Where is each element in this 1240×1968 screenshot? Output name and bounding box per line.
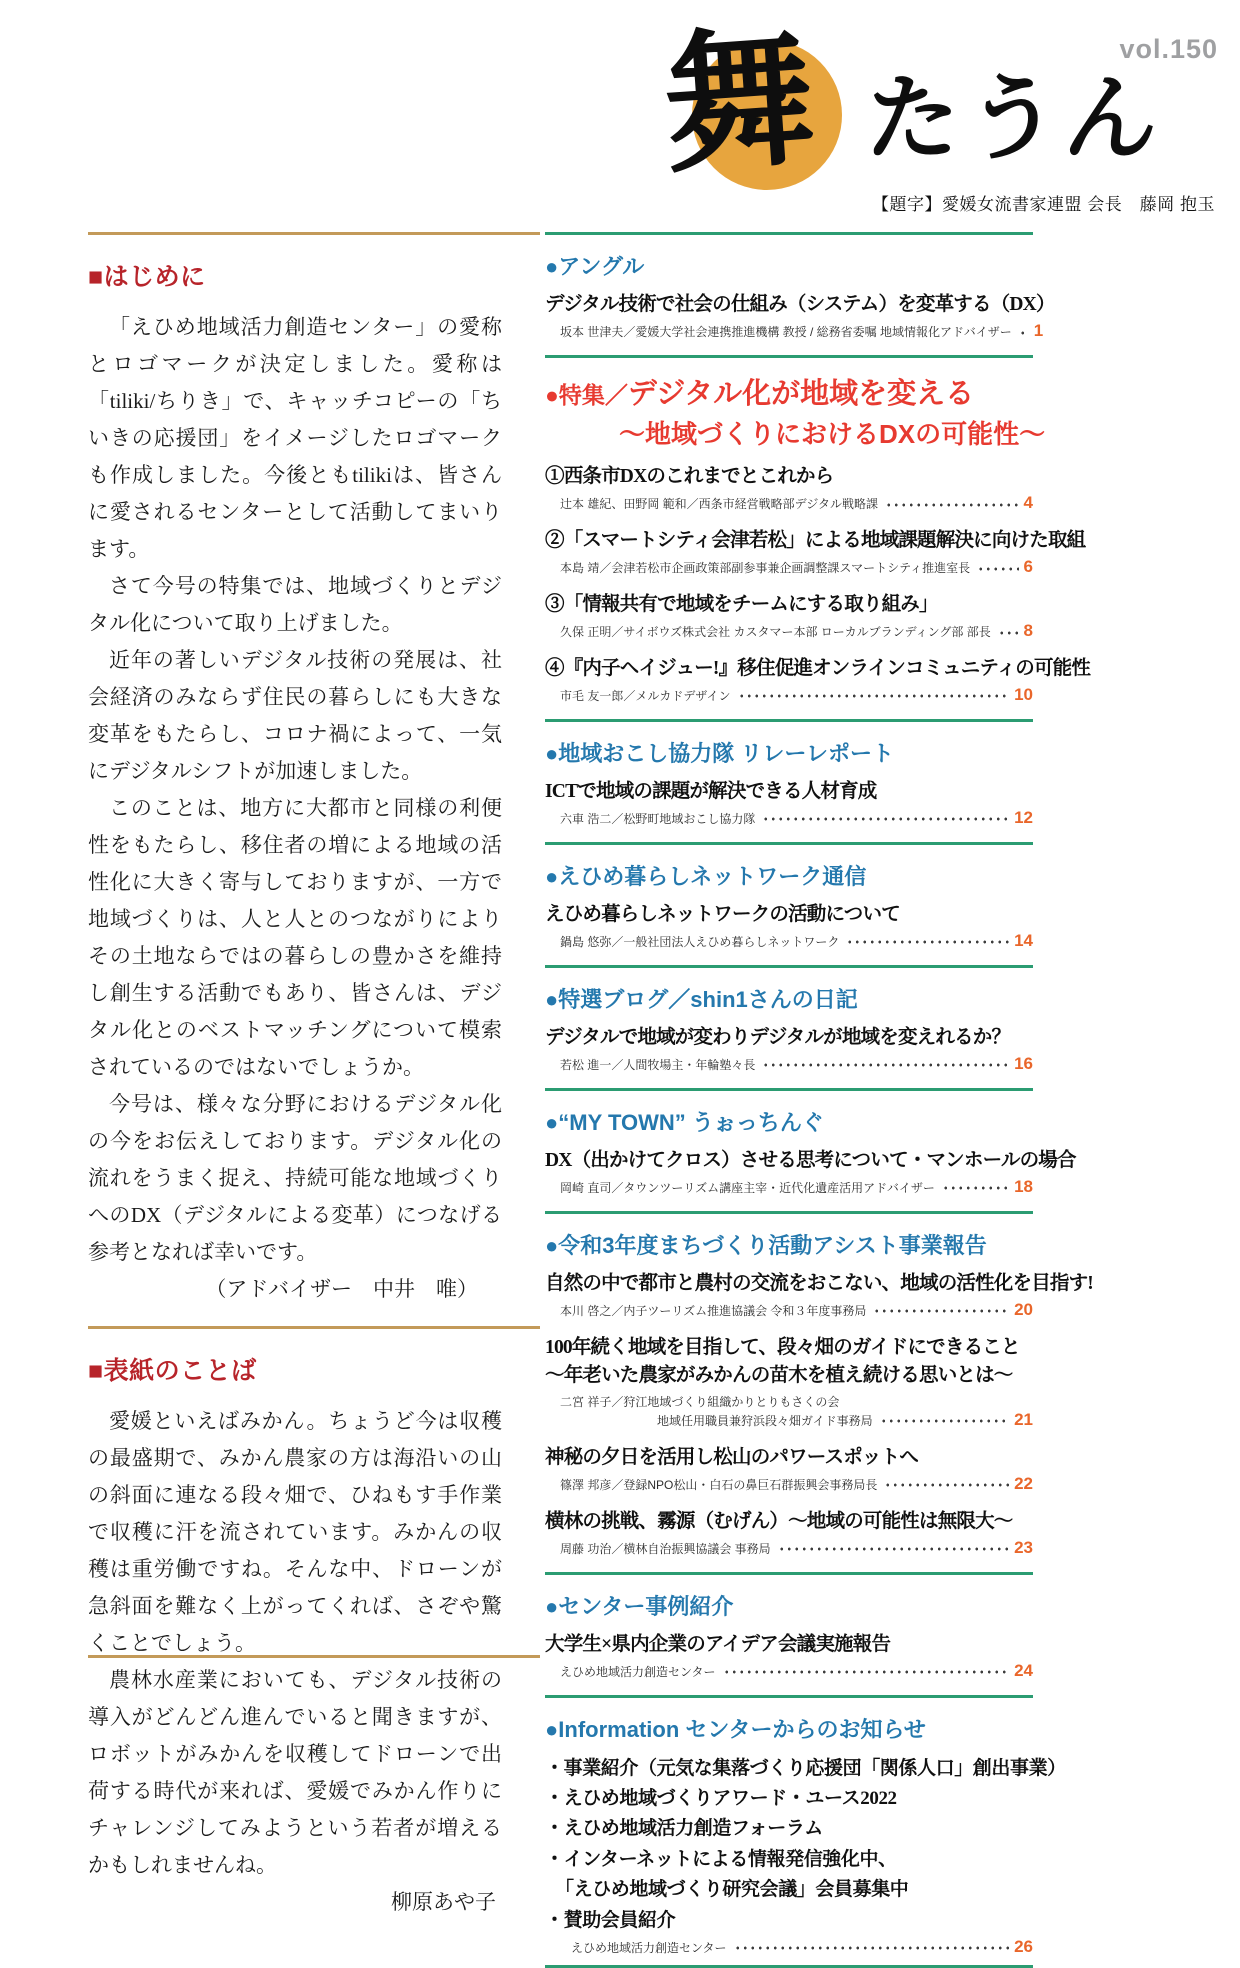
intro-section (88, 235, 540, 1312)
page-number: 1 (1033, 321, 1044, 341)
toc-entry-title: デジタルで地域が変わりデジタルが地域を変えれるか？ (545, 1026, 1011, 1048)
cover-words-paragraph: 農林水産業においても、デジタル技術の導入がどんどん進んでいると聞きますが、ロボットがみかんを収穫してドローンで出荷する時代が来れば、愛媛でみかん作りにチャレンジしてみようという若者が増えるかもしれませんね。 (88, 1668, 502, 1877)
page-number: 23 (1014, 1537, 1033, 1557)
toc-entry-title: 神秘の夕日を活用し松山のパワースポットへ (545, 1446, 919, 1468)
toc-author: えひめ地域活力創造センター (571, 1940, 727, 1955)
toc-entry-title: ③「情報共有で地域をチームにする取り組み」 (545, 593, 938, 615)
page-number: 8 (1023, 621, 1033, 641)
section-heading: ●“MY TOWN” うぉっちんぐ (545, 1109, 824, 1135)
toc-author-row (545, 809, 1033, 828)
toc-entry-title: えひめ暮らしネットワークの活動について (545, 903, 900, 925)
section-heading: ●地域おこし協力隊 リレーレポート (545, 740, 894, 766)
calligrapher-credit: 【題字】愛媛女流書家連盟 会長 藤岡 抱玉 (872, 195, 1215, 214)
toc-author: 久保 正明／サイボウズ株式会社 カスタマー本部 ローカルブランディング部 部長 (560, 624, 991, 639)
feature-heading-subtitle: ～地域づくりにおけるDXの可能性～ (619, 418, 1046, 449)
dotted-leader (884, 1479, 1009, 1491)
page-number: 14 (1014, 930, 1033, 950)
toc-entry-title: 100年続く地域を目指して、段々畑のガイドにできること (545, 1336, 1020, 1358)
dotted-leader (998, 626, 1019, 638)
toc-author-row (545, 1393, 1033, 1411)
toc-entry-title: DX（出かけてクロス）させる思考について・マンホールの場合 (545, 1149, 1076, 1171)
toc-author-row (545, 622, 1033, 641)
page-number: 12 (1014, 808, 1033, 828)
toc-section-mytown (545, 1088, 1076, 1211)
toc-section-blog (545, 965, 1033, 1088)
toc-author-row (545, 558, 1033, 577)
page-number: 6 (1023, 557, 1033, 577)
toc-author-row (545, 1178, 1033, 1197)
page-number: 21 (1014, 1410, 1033, 1430)
toc-author-row (545, 1938, 1033, 1957)
toc-section-center-case (545, 1572, 1033, 1695)
toc-author: 若松 進一／人間牧場主・年輪塾々長 (560, 1057, 756, 1072)
dotted-leader (778, 1543, 1009, 1555)
toc-entry (545, 1334, 1033, 1430)
toc-entry (545, 527, 1086, 577)
toc-entry-title-line2: ～年老いた農家がみかんの苗木を植え続ける思いとは～ (545, 1364, 1013, 1386)
info-bullet: ・えひめ地域づくりアワード・ユース2022 (545, 1788, 897, 1809)
cover-words-paragraph: 愛媛といえばみかん。ちょうど今は収穫の最盛期で、みかん農家の方は海沿いの山の斜面に連なる段々畑で、ひねもす手作業で収穫に汗を流されています。みかんの収穫は重労働ですね。そんな中、ドローンが急斜面を難なく上がってくれば、さぞや驚くことでしょう。 (88, 1409, 502, 1655)
intro-paragraph: 今号は、様々な分野におけるデジタル化の今をお伝えしております。デジタル化の流れをうまく捉え、持続可能な地域づくりへのDX（デジタルによる変革）につなげる参考となれば幸いです。 (88, 1092, 502, 1264)
dotted-leader (738, 690, 1010, 702)
toc-author: 鍋島 悠弥／一般社団法人えひめ暮らしネットワーク (560, 934, 840, 949)
toc-section-network (545, 842, 1033, 965)
toc-entry-title: 大学生×県内企業のアイデア会議実施報告 (545, 1633, 891, 1655)
toc-entry-title: ①西条市DXのこれまでとこれから (545, 465, 834, 487)
toc-section-information (545, 1695, 1066, 1965)
info-bullet: ・えひめ地域活力創造フォーラム (545, 1818, 823, 1840)
toc-author: えひめ地域活力創造センター (560, 1664, 716, 1679)
page-number: 24 (1014, 1660, 1033, 1680)
intro-paragraph: 「えひめ地域活力創造センター」の愛称とロゴマークが決定しました。愛称は「tiliki/ちりき」で、キャッチコピーの「ちいきの応援団」をイメージしたロゴマークも作成しました。今後ともtilikiは、皆さんに愛されるセンターとして活動してまいります。 (88, 315, 502, 561)
section-heading: ●えひめ暮らしネットワーク通信 (545, 863, 867, 889)
toc-author: 辻本 雄紀、田野岡 範和／西条市経営戦略部デジタル戦略課 (560, 496, 878, 511)
toc-entry (545, 291, 1055, 341)
toc-author: 周藤 功治／横林自治振興協議会 事務局 (560, 1541, 771, 1556)
toc-author: 二宮 祥子／狩江地域づくり組織かりとりもさくの会 (560, 1395, 840, 1410)
toc-section-feature (545, 355, 1091, 719)
toc-entry-title: デジタル技術で社会の仕組み（システム）を変革する（DX） (545, 294, 1055, 315)
dotted-leader (846, 936, 1009, 948)
logo-calligraphy-kana: たうん (862, 68, 1167, 172)
toc-entry (545, 778, 1033, 828)
toc-author-row (545, 1475, 1033, 1494)
toc-entry (545, 1508, 1033, 1558)
dotted-leader (873, 1305, 1009, 1317)
page-number: 10 (1014, 685, 1033, 705)
toc-author-row-line2 (545, 1411, 1033, 1430)
toc-author-row (545, 686, 1033, 705)
toc-entry (545, 1444, 1033, 1494)
volume-label: vol.150 (1119, 34, 1218, 64)
toc-section-angle (545, 232, 1055, 355)
toc-entry-title: ②「スマートシティ会津若松」による地域課題解決に向けた取組 (545, 529, 1086, 551)
toc-author-row (545, 932, 1033, 951)
intro-heading: ■はじめに (88, 263, 206, 291)
info-bullet: ・賛助会員紹介 (545, 1909, 676, 1931)
feature-heading-title: デジタル化が地域を変える (627, 377, 975, 410)
cover-words-section (88, 1326, 540, 1925)
section-heading: ●Information センターからのお知らせ (545, 1716, 926, 1742)
toc-entry-title: ④『内子ヘイジュー!』移住促進オンラインコミュニティの可能性 (545, 657, 1091, 679)
dotted-leader (942, 1182, 1009, 1194)
info-bullet-continuation: 「えひめ地域づくり研究会議」会員募集中 (555, 1879, 909, 1901)
toc-author-row (545, 1662, 1033, 1681)
toc-entry (545, 1024, 1033, 1074)
page-number: 16 (1014, 1053, 1033, 1073)
toc-author-row (545, 321, 1044, 341)
toc-entry (545, 591, 1033, 641)
section-heading: ●特選ブログ／shin1さんの日記 (545, 986, 858, 1012)
intro-paragraph: 近年の著しいデジタル技術の発展は、社会経済のみならず住民の暮らしにも大きな変革をもたらし、コロナ禍によって、一気にデジタルシフトが加速しました。 (88, 648, 502, 783)
toc-author: 六車 浩二／松野町地域おこし協力隊 (560, 811, 756, 826)
toc-author: 本川 啓之／内子ツーリズム推進協議会 令和３年度事務局 (560, 1303, 867, 1318)
page-number: 26 (1014, 1936, 1033, 1956)
dotted-leader (723, 1666, 1010, 1678)
dotted-leader (734, 1942, 1010, 1954)
toc-entry (545, 463, 1033, 513)
toc-entry (545, 1631, 1033, 1681)
toc-entry (545, 901, 1033, 951)
section-heading: ●アングル (545, 254, 645, 279)
toc-entry-title: 横林の挑戦、霧源（むげん）～地域の可能性は無限大～ (545, 1510, 1013, 1532)
dotted-leader (762, 1059, 1009, 1071)
toc-author: 岡崎 直司／タウンツーリズム講座主宰・近代化遺産活用アドバイザー (560, 1180, 935, 1195)
dotted-leader (762, 813, 1009, 825)
toc-entry (545, 1270, 1093, 1320)
feature-heading-prefix: ●特集／ (545, 381, 628, 408)
toc-author-row (545, 1301, 1033, 1320)
feature-heading (545, 371, 1033, 412)
intro-paragraph: このことは、地方に大都市と同様の利便性をもたらし、移住者の増による地域の活性化に大きく寄与しておりますが、一方で地域づくりは、人と人とのつながりによりその土地ならではの暮らしの豊かさを維持し創生する活動でもあり、皆さんは、デジタル化とのベストマッチングについて模索されているのではないでしょうか。 (88, 796, 502, 1079)
page-number: 4 (1023, 493, 1033, 513)
dotted-leader (977, 562, 1018, 574)
toc-entry-title: ICTで地域の課題が解決できる人材育成 (545, 780, 877, 802)
section-heading: ●令和3年度まちづくり活動アシスト事業報告 (545, 1232, 987, 1258)
intro-paragraph: さて今号の特集では、地域づくりとデジタル化について取り上げました。 (88, 574, 502, 635)
toc-author-row (545, 1055, 1033, 1074)
toc-author-row (545, 494, 1033, 513)
toc-author: 地域任用職員兼狩浜段々畑ガイド事務局 (657, 1413, 873, 1428)
toc-author: 市毛 友一郎／メルカドデザイン (560, 688, 731, 703)
dotted-leader (1019, 326, 1029, 338)
toc-author: 篠澤 邦彦／登録NPO松山・白石の鼻巨石群振興会事務局長 (560, 1477, 878, 1492)
toc-section-assist-report (545, 1211, 1093, 1572)
toc-entry (545, 655, 1091, 705)
toc-entry-title: 自然の中で都市と農村の交流をおこない、地域の活性化を目指す! (545, 1272, 1093, 1294)
info-bullet: ・事業紹介（元気な集落づくり応援団「関係人口」創出事業） (545, 1757, 1066, 1779)
toc-author-row (545, 1539, 1033, 1558)
cover-words-heading: ■表紙のことば (88, 1357, 257, 1385)
left-column (88, 232, 540, 1914)
page-number: 18 (1014, 1176, 1033, 1196)
section-heading: ●センター事例紹介 (545, 1593, 734, 1619)
info-bullet: ・インターネットによる情報発信強化中、 (545, 1848, 897, 1870)
cover-words-signature: 柳原あや子 (391, 1890, 496, 1914)
toc-entry (545, 1147, 1076, 1197)
intro-signature: （アドバイザー 中井 唯） (205, 1277, 478, 1301)
toc-author: 坂本 世津夫／愛媛大学社会連携推進機構 教授 / 総務省委嘱 地域情報化アドバイザー (560, 324, 1012, 339)
table-of-contents (545, 232, 1093, 1968)
dotted-leader (885, 498, 1019, 510)
page-number: 20 (1014, 1299, 1033, 1319)
page-number: 22 (1014, 1474, 1033, 1494)
logo-calligraphy-kanji: 舞 (658, 15, 820, 193)
toc-section-relay-report (545, 719, 1033, 842)
dotted-leader (880, 1415, 1009, 1427)
toc-author: 本島 靖／会津若松市企画政策部副参事兼企画調整課スマートシティ推進室長 (560, 560, 971, 575)
